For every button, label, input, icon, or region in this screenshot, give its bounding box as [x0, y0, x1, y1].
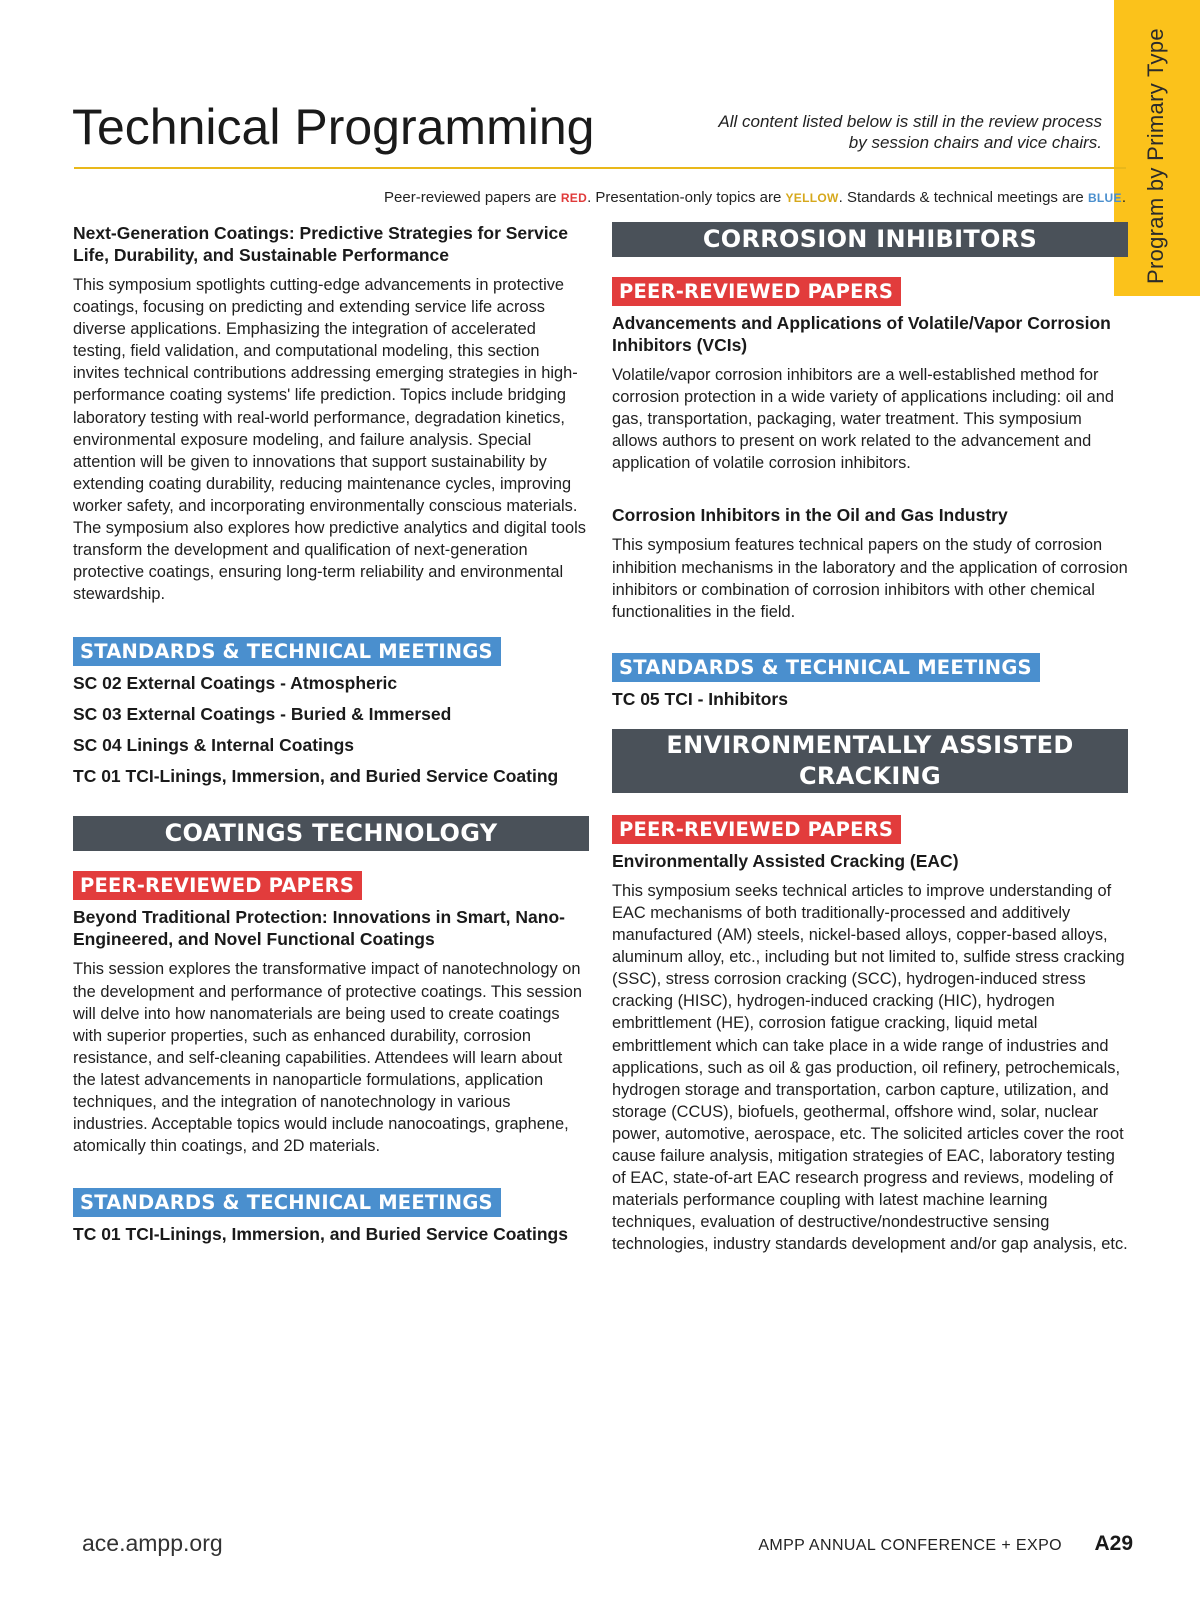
review-note-line1: All content listed below is still in the review process — [718, 112, 1102, 131]
symposium-description: This symposium spotlights cutting-edge advancements in protective coatings, focusing on predicting and extending service life across diverse applications. Emphasizing the integration of accelerated testing, field validation, and computational modeling, this section invites technical contributions addressing emerging strategies in high-performance coating systems' life prediction. Topics include bridging laboratory testing with real-world performance, degradation kinetics, environmental exposure modeling, and failure analysis. Special attention will be given to innovations that support sustainability by extending coating durability, reducing maintenance cycles, improving worker safety, and incorporating environmentally conscious materials. The symposium also explores how predictive analytics and digital tools transform the development and qualification of next-generation protective coatings, ensuring long-term reliability and environmental stewardship. — [73, 276, 586, 604]
symposium-title: Advancements and Applications of Volatile/Vapor Corrosion Inhibitors (VCIs) — [612, 313, 1111, 355]
section-corrosion-inhibitors — [612, 222, 1128, 710]
footer-url[interactable]: ace.ampp.org — [82, 1530, 223, 1556]
review-note-line2: by session chairs and vice chairs. — [848, 133, 1102, 152]
symposium-title: Next-Generation Coatings: Predictive Strategies for Service Life, Durability, and Sustainable Performance — [73, 223, 569, 265]
footer-conference-name: AMPP ANNUAL CONFERENCE + EXPO — [758, 1537, 1062, 1554]
color-legend — [384, 189, 1126, 206]
symposium-description: Volatile/vapor corrosion inhibitors are a well-established method for corrosion protection in a wide variety of applications including: oil and gas, transportation, packaging, water treatment. This symposium allows authors to present on work related to the advancement and application of volatile corrosion inhibitors. — [612, 366, 1115, 473]
symposium-title: Beyond Traditional Protection: Innovations in Smart, Nano-Engineered, and Novel Functional Coatings — [73, 907, 565, 950]
symposium-title: Corrosion Inhibitors in the Oil and Gas Industry — [612, 505, 1008, 526]
meeting-list — [73, 1223, 589, 1245]
meeting-item: SC 03 External Coatings - Buried & Immersed — [73, 704, 452, 725]
symposium-next-gen-coatings — [73, 222, 589, 605]
legend-yellow-word: YELLOW — [785, 191, 839, 205]
section-band: ENVIRONMENTALLY ASSISTED CRACKING — [612, 729, 1128, 793]
meeting-list — [612, 688, 1128, 710]
standards-tag: STANDARDS & TECHNICAL MEETINGS — [73, 1188, 501, 1217]
standards-block — [73, 1188, 589, 1245]
page-title: Technical Programming — [72, 99, 595, 155]
right-column — [612, 222, 1128, 1255]
meeting-item: SC 04 Linings & Internal Coatings — [73, 735, 355, 756]
meeting-list — [73, 672, 589, 787]
legend-text-1: Peer-reviewed papers are — [384, 189, 561, 206]
symposium-title: Environmentally Assisted Cracking (EAC) — [612, 850, 959, 871]
peer-reviewed-tag: PEER-REVIEWED PAPERS — [73, 871, 362, 900]
peer-reviewed-tag: PEER-REVIEWED PAPERS — [612, 277, 901, 306]
standards-block — [73, 637, 589, 787]
symposium-description: This symposium seeks technical articles to improve understanding of EAC mechanisms of both traditionally-processed and additively manufactured (AM) steels, nickel-based alloys, copper-based alloys, aluminum alloy, etc., including but not limited to, sulfide stress cracking (SSC), stress corrosion cracking (SCC), hydrogen-induced stress cracking (HISC), hydrogen-induced cracking (HIC), hydrogen embrittlement (HE), corrosion fatigue cracking, liquid metal embrittlement which can take place in a wide range of industries and applications, such as oil & gas production, oil refinery, petrochemicals, hydrogen storage and transportation, carbon capture, utilization, and storage (CCUS), biofuels, geothermal, offshore wind, solar, nuclear power, automotive, aerospace, etc. The solicited articles cover the root cause failure analysis, mitigation strategies of EAC, laboratory testing of EAC, state-of-art EAC research progress and reviews, modeling of materials performance coupling with latest machine learning techniques, evaluation of destructive/nondestructive sensing technologies, industry standards development and/or gap analysis, etc. — [612, 881, 1128, 1254]
review-note — [642, 111, 1102, 153]
section-coatings-technology — [73, 816, 589, 1245]
section-band: COATINGS TECHNOLOGY — [73, 816, 589, 851]
side-tab-label: Program by Primary Type — [1143, 28, 1168, 284]
symposium-description: This symposium features technical papers on the study of corrosion inhibition mechanisms in the laboratory and the application of corrosion inhibitors or combination of corrosion inhibitors with other chemical functionalities in the field. — [612, 536, 1128, 621]
left-column — [73, 222, 589, 1245]
section-band: CORROSION INHIBITORS — [612, 222, 1128, 257]
section-environmentally-assisted-cracking — [612, 729, 1128, 1256]
title-rule — [74, 167, 1126, 169]
peer-reviewed-tag: PEER-REVIEWED PAPERS — [612, 815, 901, 844]
meeting-item: SC 02 External Coatings - Atmospheric — [73, 673, 398, 694]
meeting-item: TC 01 TCI-Linings, Immersion, and Buried Service Coatings — [73, 1224, 568, 1245]
legend-text-4: . — [1121, 189, 1126, 206]
symposium-description: This session explores the transformative impact of nanotechnology on the development and performance of protective coatings. This session will delve into how nanomaterials are being used to create coatings with superior properties, such as enhanced durability, corrosion resistance, and self-cleaning capabilities. Attendees will learn about the latest advancements in nanoparticle formulations, application techniques, and the integration of nanotechnology in various industries. Acceptable topics would include nanocoatings, graphene, atomically thin coatings, and 2D materials. — [73, 960, 583, 1156]
standards-tag: STANDARDS & TECHNICAL MEETINGS — [612, 653, 1040, 682]
meeting-item: TC 01 TCI-Linings, Immersion, and Buried Service Coating — [73, 766, 559, 787]
page-number: A29 — [1094, 1532, 1133, 1555]
legend-red-word: RED — [560, 191, 588, 205]
standards-tag: STANDARDS & TECHNICAL MEETINGS — [73, 637, 501, 666]
meeting-item: TC 05 TCI - Inhibitors — [612, 688, 788, 709]
legend-blue-word: BLUE — [1087, 191, 1122, 205]
standards-block — [612, 653, 1128, 710]
legend-text-3: . Standards & technical meetings are — [838, 189, 1088, 206]
legend-text-2: . Presentation-only topics are — [587, 189, 786, 206]
